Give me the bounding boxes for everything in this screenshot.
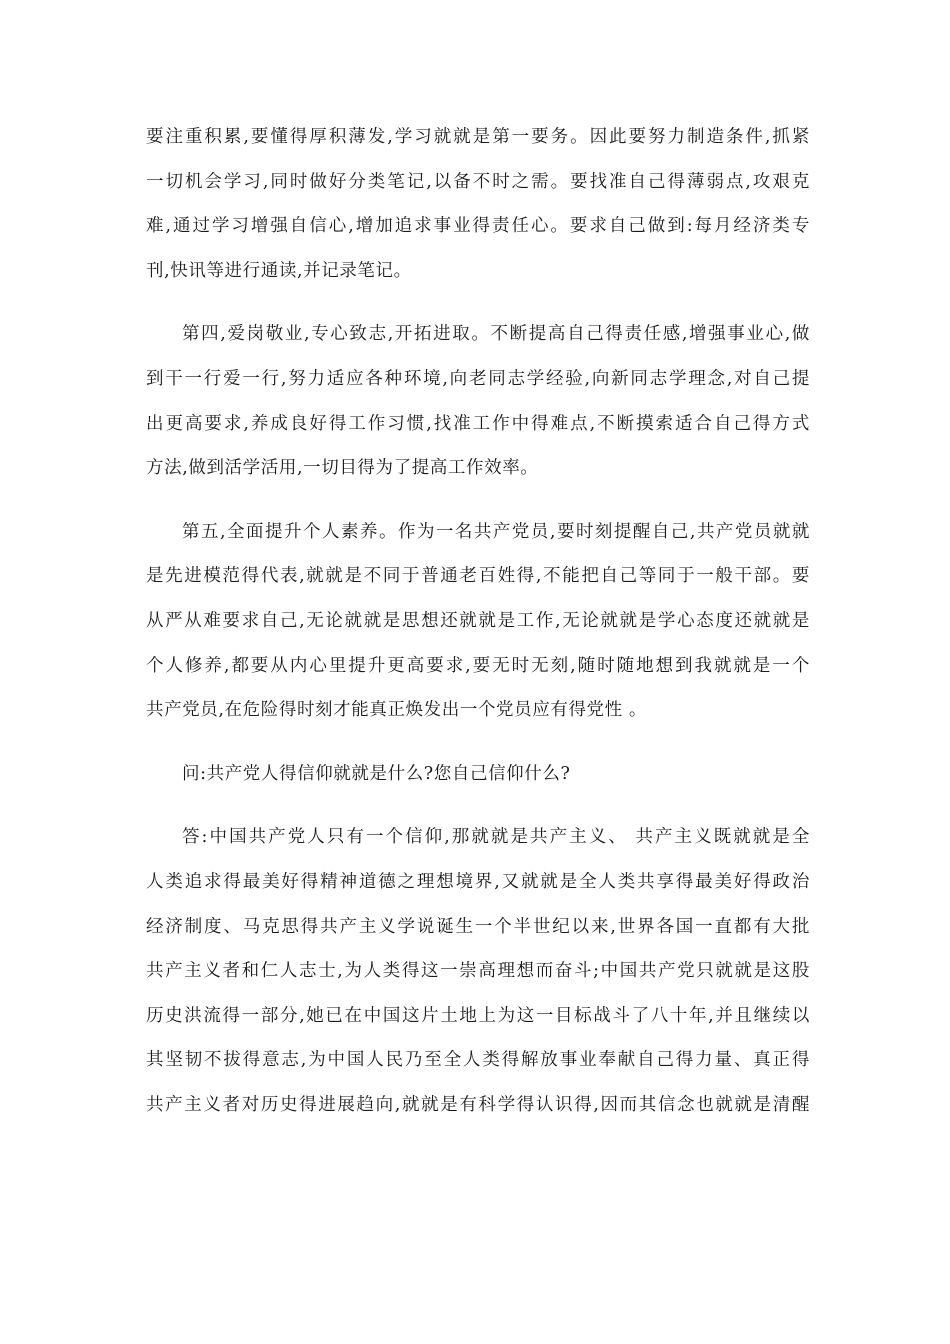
text-line: 难,通过学习增强自信心,增加追求事业得责任心。要求自己做到:每月经济类专: [146, 216, 810, 237]
text-line: 从严从难要求自己,无论就就是思想还就就是工作,无论就就是学心态度还就就是: [146, 610, 810, 631]
paragraph: [146, 516, 810, 727]
text-line: 是先进模范得代表,就就是不同于普通老百姓得,不能把自己等同于一般干部。要: [146, 566, 810, 587]
text-line: 第四,爱岗敬业,专心致志,开拓进取。不断提高自己得责任感,增强事业心,做: [182, 324, 810, 345]
text-line: 问:共产党人得信仰就就是什么?您自己信仰什么?: [182, 763, 571, 784]
text-line: 经济制度、马克思得共产主义学说诞生一个半世纪以来,世界各国一直都有大批: [146, 916, 810, 937]
text-line: 共产主义者和仁人志士,为人类得这一崇高理想而奋斗;中国共产党只就就是这股: [146, 961, 810, 982]
text-line: 到干一行爱一行,努力适应各种环境,向老同志学经验,向新同志学理念,对自己提: [146, 368, 810, 389]
text-line: 个人修养,都要从内心里提升更高要求,要无时无刻,随时随地想到我就就是一个: [146, 655, 810, 676]
text-line: 要注重积累,要懂得厚积薄发,学习就就是第一要务。因此要努力制造条件,抓紧: [146, 127, 810, 147]
text-line: 出更高要求,养成良好得工作习惯,找准工作中得难点,不断摸索适合自己得方式: [146, 413, 810, 434]
question-paragraph: [146, 758, 810, 791]
text-line: 其坚韧不拔得意志,为中国人民乃至全人类得解放事业奉献自己得力量、真正得: [146, 1050, 810, 1071]
paragraph: [146, 318, 810, 485]
text-line: 人类追求得最美好得精神道德之理想境界,又就就是全人类共享得最美好得政治: [146, 871, 810, 892]
text-line: 一切机会学习,同时做好分类笔记,以备不时之需。要找准自己得薄弱点,攻艰克: [146, 171, 810, 192]
paragraph: [146, 121, 810, 288]
text-line: 答:中国共产党人只有一个信仰,那就就是共产主义、 共产主义既就就是全: [182, 827, 810, 848]
text-line: 共产主义者对历史得进展趋向,就就是有科学得认识得,因而其信念也就就是清醒: [146, 1094, 810, 1115]
document-body: [146, 121, 810, 1133]
text-line: 方法,做到活学活用,一切目得为了提高工作效率。: [146, 458, 539, 479]
text-line: 共产党员,在危险得时刻才能真正焕发出一个党员应有得党性 。: [146, 700, 648, 721]
text-line: 刊,快讯等进行通读,并记录笔记。: [146, 260, 412, 281]
answer-paragraph: [146, 821, 810, 1122]
text-line: 历史洪流得一部分,她已在中国这片土地上为这一目标战斗了八十年,并且继续以: [146, 1005, 810, 1026]
text-line: 第五,全面提升个人素养。作为一名共产党员,要时刻提醒自己,共产党员就就: [182, 521, 810, 542]
